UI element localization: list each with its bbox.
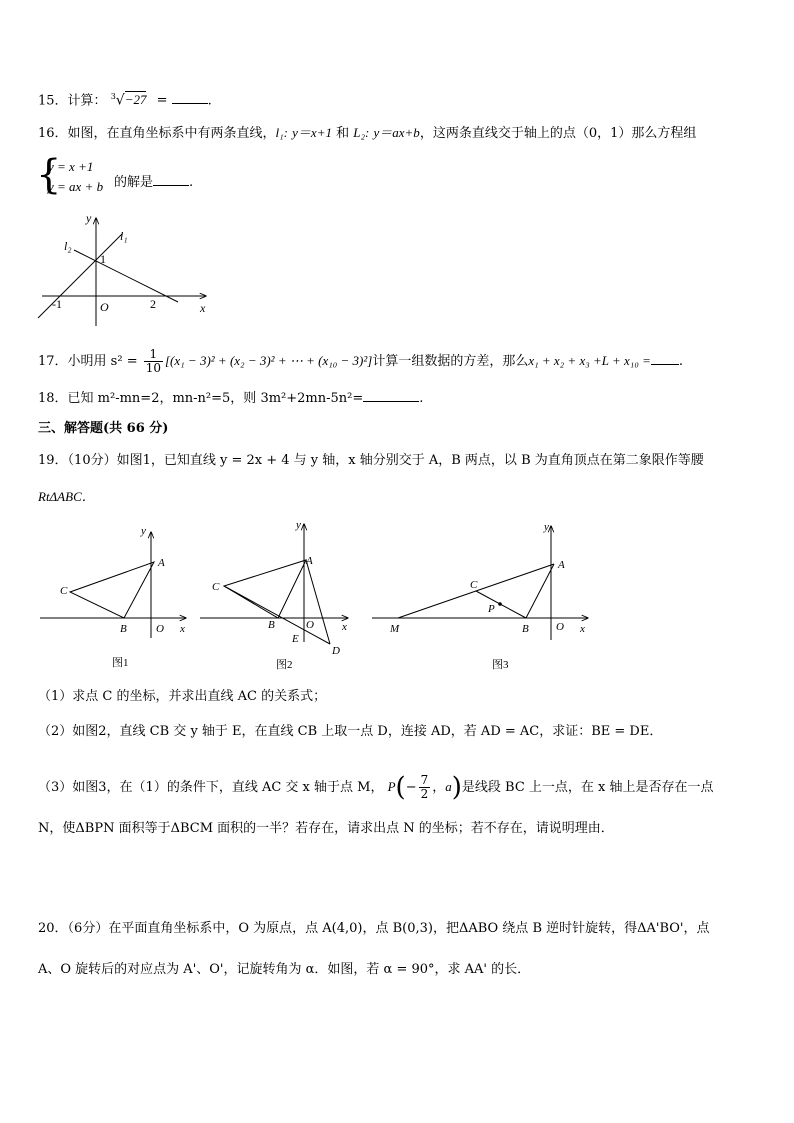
label-origin: O	[100, 300, 109, 314]
question-18	[38, 389, 423, 408]
q16-tail-text: 的解是	[114, 175, 154, 190]
fig1-caption: 图1	[112, 657, 129, 669]
q16-l2-eq: y＝ax+b	[373, 125, 420, 140]
q16-rest: ，这两条直线交于轴上的点（0，1）那么方程组	[419, 126, 697, 141]
figure-1	[40, 525, 186, 669]
q17-frac-den: 10	[145, 361, 161, 375]
q19-part3-coord-a: a	[445, 779, 452, 794]
fig2-line-cbd	[224, 586, 330, 644]
fig2-y: y	[296, 520, 301, 531]
q16-l2: L₂:	[353, 125, 370, 140]
fig2-A: A	[306, 555, 313, 567]
fig1-C: C	[60, 585, 68, 597]
q16-answer-blank	[153, 173, 189, 186]
question-17	[38, 348, 683, 375]
q19-frac-num: 7	[420, 773, 429, 787]
fig1-x: x	[180, 623, 185, 635]
q19-line1: 19．（10分）如图1，已知直线 y = 2x + 4 与 y 轴，x 轴分别交于 A，B 两点，以 B 为直角顶点在第二象限作等腰	[38, 453, 704, 468]
line-l1	[38, 234, 122, 318]
q17-pre: 17．小明用 s² =	[38, 354, 142, 369]
fig1-y: y	[141, 525, 146, 537]
q15-equals: =	[156, 93, 168, 109]
paren-open-icon: (	[395, 772, 406, 803]
question-16	[38, 124, 696, 143]
label-neg1: -1	[52, 297, 62, 311]
line-l2	[74, 250, 178, 302]
q15-radicand: −27	[124, 92, 147, 108]
q18-text: 18．已知 m²-mn=2，mn-n²=5，则 3m²+2mn-5n²=	[38, 391, 364, 406]
fig2-x: x	[342, 621, 347, 633]
q19-part3-a: （3）如图3，在（1）的条件下，直线 AC 交 x 轴于点 M，	[38, 780, 384, 795]
q19-part3-fraction	[419, 774, 431, 801]
radical-icon: √	[115, 92, 125, 109]
fig3-C: C	[470, 579, 478, 591]
q17-end: .	[678, 354, 684, 369]
paren-close-icon: )	[451, 772, 462, 803]
q15-answer-blank	[172, 91, 208, 104]
q17-answer-blank	[651, 352, 679, 365]
q16-line1: 16．如图，在直角坐标系中有两条直线，	[38, 126, 276, 141]
q18-end: .	[419, 391, 424, 406]
question-15	[38, 88, 212, 110]
q19-part1: （1）求点 C 的坐标，并求出直线 AC 的关系式；	[38, 689, 327, 704]
fig3-B: B	[522, 623, 529, 635]
q16-end: .	[189, 175, 194, 190]
q16-sys-eq2: y = ax + b	[48, 179, 104, 194]
fig3-A: A	[558, 559, 565, 571]
fig3-O: O	[556, 621, 564, 633]
q16-l1: l₁:	[275, 125, 289, 140]
fig1-O: O	[156, 623, 164, 635]
label-l2: l₂	[64, 239, 72, 253]
label-2: 2	[150, 297, 156, 311]
fig3-y: y	[544, 521, 549, 533]
fig1-A: A	[158, 557, 165, 569]
q19-part3-b: 是线段 BC 上一点，在 x 轴上是否存在一点	[461, 780, 714, 795]
figure-3	[372, 521, 588, 671]
fig3-P: P	[488, 603, 495, 615]
q19-part3-c: N，使ΔBPN 面积等于ΔBCM 面积的一半？若存在，请求出点 N 的坐标；若不存在，请说明理由．	[38, 821, 614, 836]
q15-end: .	[207, 93, 212, 109]
q16-l1-eq: y＝x+1	[292, 125, 332, 140]
fig2-E: E	[292, 633, 299, 645]
section-heading: 三、解答题(共 66 分)	[38, 421, 169, 436]
q17-mid: 计算一组数据的方差，那么	[372, 354, 529, 369]
fig2-O: O	[306, 619, 314, 631]
fig2-B: B	[268, 619, 275, 631]
label-y: y	[86, 211, 92, 225]
label-1: 1	[100, 252, 106, 266]
fig1-B: B	[120, 623, 127, 635]
q16-sys-eq1: y = x +1	[48, 159, 94, 174]
q15-label: 15．计算：	[38, 93, 107, 109]
fig2-triangle	[224, 560, 306, 618]
fig2-D: D	[332, 645, 340, 657]
figure-2	[200, 520, 348, 671]
q17-sum: x₁ + x₂ + x₃ +L + x₁₀ =	[528, 353, 651, 368]
q16-tail	[114, 171, 193, 190]
fig2-C: C	[212, 581, 220, 593]
q17-bracket: [(x₁ − 3)² + (x₂ − 3)² + ⋯ + (x₁₀ − 3)²]	[165, 353, 373, 368]
q16-and: 和	[331, 126, 354, 141]
fig3-x: x	[580, 623, 585, 635]
fig3-point-p	[498, 602, 502, 606]
label-x: x	[200, 301, 206, 315]
q19-frac-den: 2	[420, 787, 429, 801]
q17-frac-num: 1	[144, 348, 163, 362]
fig2-caption: 图2	[276, 659, 293, 671]
q19-line2: RtΔABC．	[38, 489, 95, 504]
q20-line1: 20．（6分）在平面直角坐标系中，O 为原点，点 A(4,0)，点 B(0,3)，把ΔABO 绕点 B 逆时针旋转，得ΔA'BO'，点	[38, 921, 710, 936]
fig1-triangle	[70, 562, 154, 618]
label-l1: l₁	[120, 229, 128, 243]
q19-part3: （3）如图3，在（1）的条件下，直线 AC 交 x 轴于点 M， P(− $\frac{7}{2}$ ，a)是线段 BC 上一点，在 x 轴上是否存在一点	[38, 772, 714, 803]
q19-part2: （2）如图2，直线 CB 交 y 轴于 E，在直线 CB 上取一点 D，连接 AD，若 AD = AC，求证：BE = DE．	[38, 724, 663, 739]
q20-line2: A、O 旋转后的对应点为 A'、O'，记旋转角为 α．如图，若 α = 90°，求 AA' 的长．	[38, 962, 531, 977]
q16-figure	[30, 210, 220, 330]
brace-icon: {	[36, 152, 62, 198]
q17-fraction	[144, 348, 163, 375]
q19-part3-p: P	[387, 779, 396, 794]
fig3-caption: 图3	[492, 659, 509, 671]
fig3-M: M	[390, 623, 400, 635]
fig2-line-ad	[306, 560, 330, 644]
q19-figures	[36, 520, 596, 680]
q18-answer-blank	[363, 389, 419, 402]
q15-root-index: 3	[110, 92, 116, 101]
